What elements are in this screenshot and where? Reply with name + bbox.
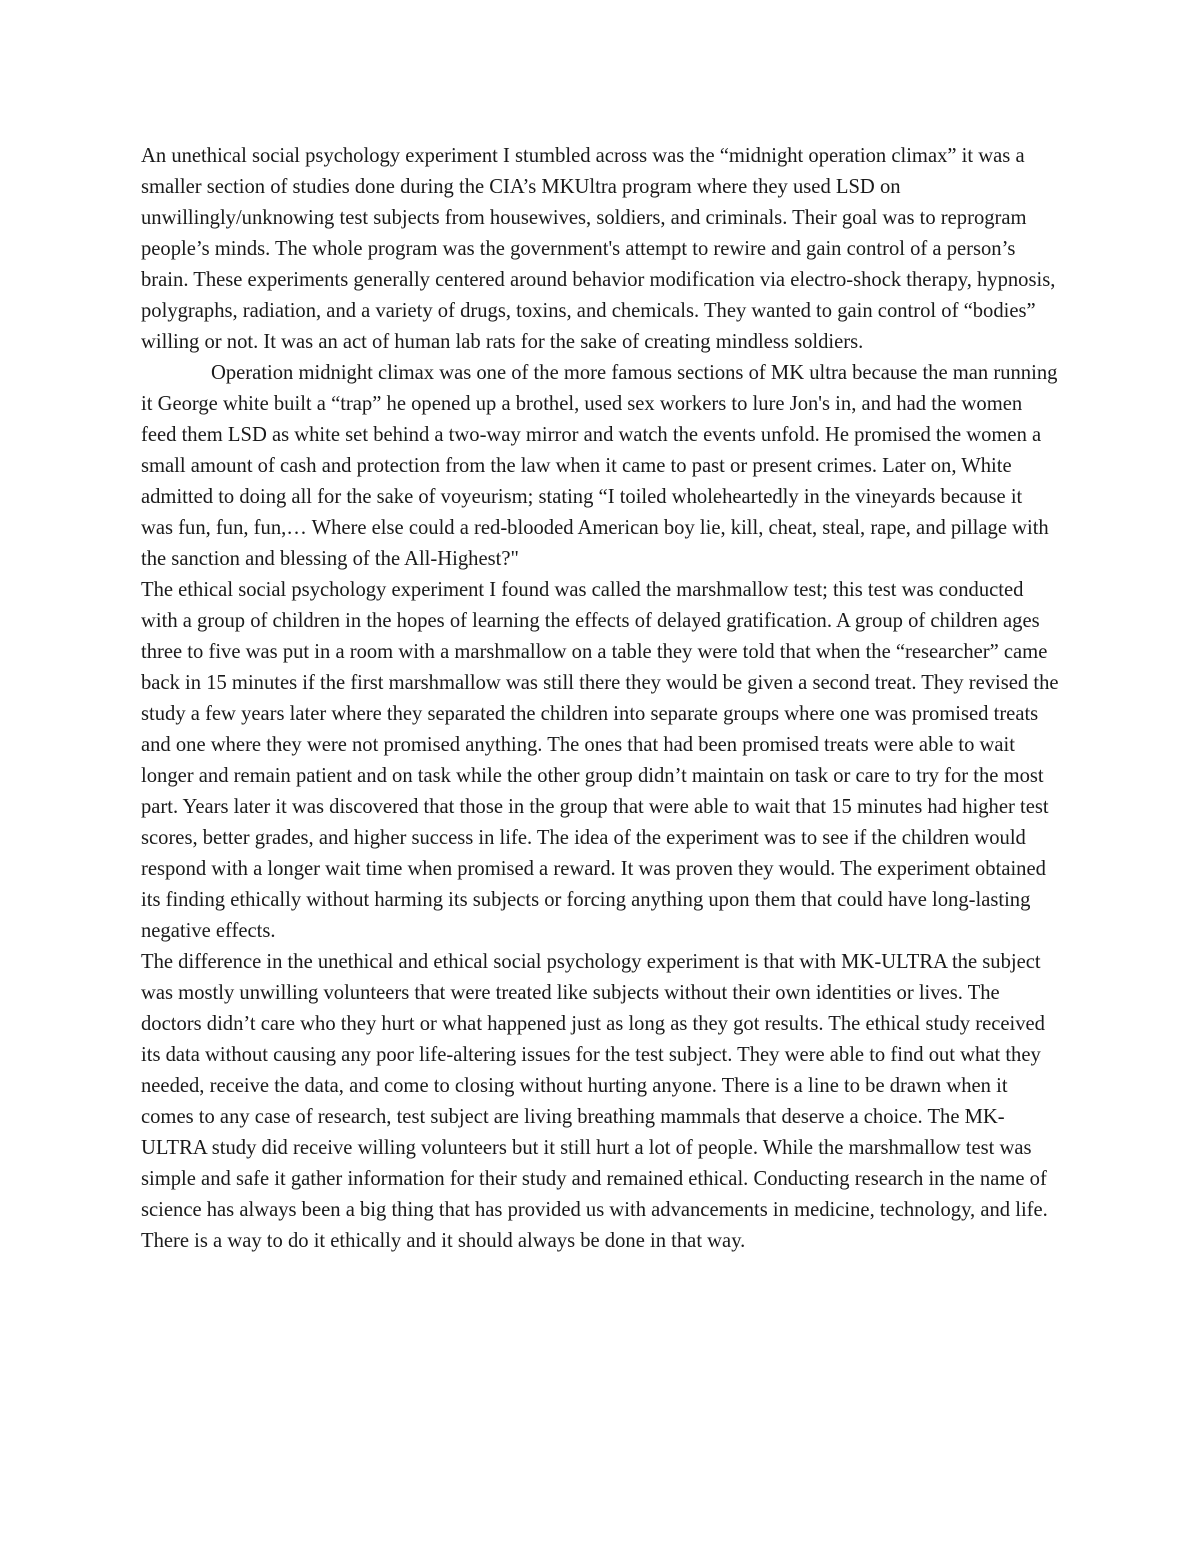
paragraph-marshmallow-test: The ethical social psychology experiment I found was called the marshmallow test; this test was conducted with a group of children in the hopes of learning the effects of delayed gratification. A group of children ages three to five was put in a room with a marshmallow on a table they were told that when the “researcher” came back in 15 minutes if the first marshmallow was still there they would be given a second treat. They revised the study a few years later where they separated the children into separate groups where one was promised treats and one where they were not promised anything. The ones that had been promised treats were able to wait longer and remain patient and on task while the other group didn’t maintain on task or care to try for the most part. Years later it was discovered that those in the group that were able to wait that 15 minutes had higher test scores, better grades, and higher success in life. The idea of the experiment was to see if the children would respond with a longer wait time when promised a reward. It was proven they would. The experiment obtained its finding ethically without harming its subjects or forcing anything upon them that could have long-lasting negative effects.	[141, 579, 1059, 942]
paragraph-comparison-conclusion: The difference in the unethical and ethical social psychology experiment is that with MK-ULTRA the subject was mostly unwilling volunteers that were treated like subjects without their own identities or lives. The doctors didn’t care who they hurt or what happened just as long as they got results. The ethical study received its data without causing any poor life-altering issues for the test subject. They were able to find out what they needed, receive the data, and come to closing without hurting anyone. There is a line to be drawn when it comes to any case of research, test subject are living breathing mammals that deserve a choice. The MK-ULTRA study did receive willing volunteers but it still hurt a lot of people. While the marshmallow test was simple and safe it gather information for their study and remained ethical. Conducting research in the name of science has always been a big thing that has provided us with advancements in medicine, technology, and life. There is a way to do it ethically and it should always be done in that way.	[141, 951, 1048, 1252]
document-body	[141, 141, 1059, 1257]
paragraph-operation-midnight-climax: Operation midnight climax was one of the more famous sections of MK ultra because the man running it George white built a “trap” he opened up a brothel, used sex workers to lure Jon's in, and had the women feed them LSD as white set behind a two-way mirror and watch the events unfold. He promised the women a small amount of cash and protection from the law when it came to past or present crimes. Later on, White admitted to doing all for the sake of voyeurism; stating “I toiled wholeheartedly in the vineyards because it was fun, fun, fun,… Where else could a red-blooded American boy lie, kill, cheat, steal, rape, and pillage with the sanction and blessing of the All-Highest?"	[141, 362, 1058, 570]
paragraph-mkultra-intro: An unethical social psychology experiment I stumbled across was the “midnight operation climax” it was a smaller section of studies done during the CIA’s MKUltra program where they used LSD on unwillingly/unknowing test subjects from housewives, soldiers, and criminals. Their goal was to reprogram people’s minds. The whole program was the government's attempt to rewire and gain control of a person’s brain. These experiments generally centered around behavior modification via electro-shock therapy, hypnosis, polygraphs, radiation, and a variety of drugs, toxins, and chemicals. They wanted to gain control of “bodies” willing or not. It was an act of human lab rats for the sake of creating mindless soldiers.	[141, 145, 1056, 353]
